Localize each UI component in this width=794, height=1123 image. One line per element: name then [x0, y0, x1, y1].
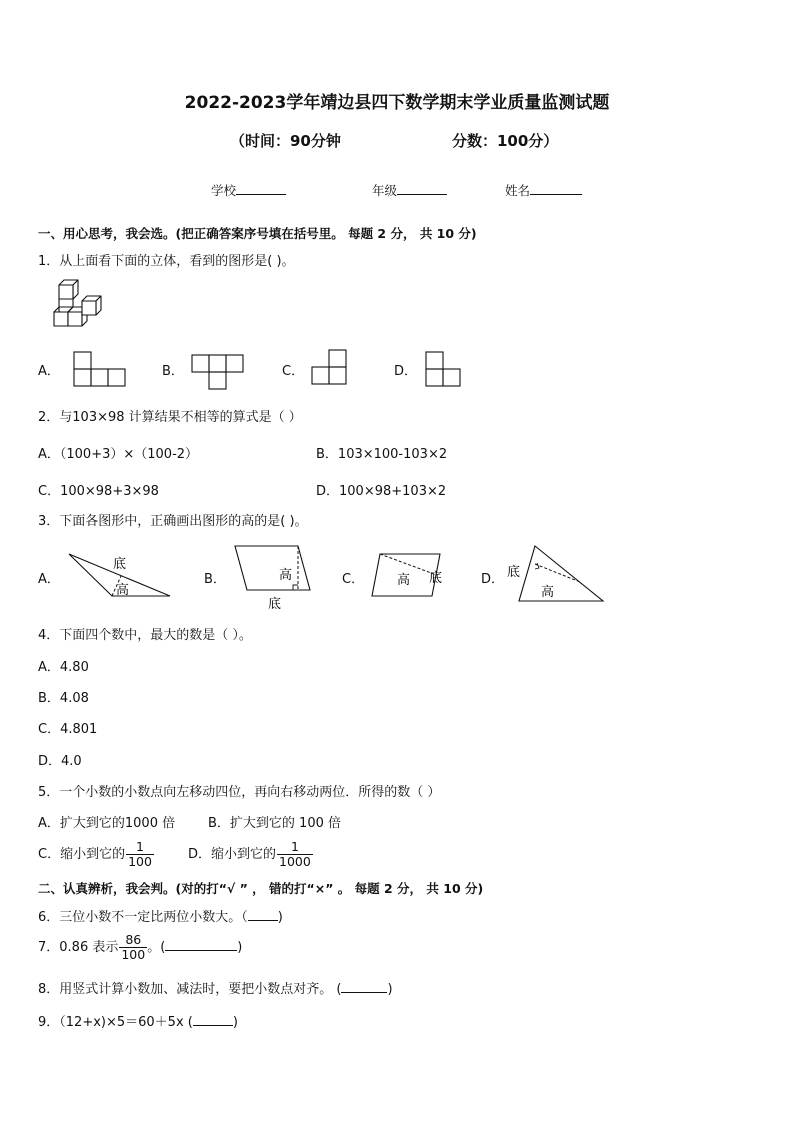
school-field — [211, 181, 286, 199]
q5d-denominator: 1000 — [279, 854, 311, 869]
q1-option-c-figure — [312, 349, 348, 385]
q7-close-paren: ) — [237, 940, 243, 955]
grade-label: 年级 — [372, 183, 398, 198]
name-label: 姓名 — [505, 183, 531, 198]
q3a-height-label: 高 — [116, 583, 130, 598]
q2-option-d: D．100×98+103×2 — [316, 484, 447, 499]
q3-option-b-label: B． — [204, 572, 226, 587]
q1-option-a-label: A． — [38, 364, 60, 379]
q8-answer-blank[interactable] — [341, 980, 387, 993]
q5d-numerator: 1 — [290, 839, 299, 854]
school-blank[interactable] — [236, 182, 286, 195]
page-title: 2022-2023学年靖边县四下数学期末学业质量监测试题 — [184, 93, 610, 113]
section2-heading: 二、认真辨析，我会判。(对的打“√ ” ， 错的打“×” 。 每题 2 分， 共 10 分) — [38, 881, 484, 896]
q5-option-c — [38, 840, 154, 869]
q7 — [38, 933, 242, 962]
q3b-height-label: 高 — [279, 568, 293, 583]
school-label: 学校 — [211, 183, 237, 198]
q5-option-d — [188, 840, 313, 869]
q7-answer-blank[interactable] — [165, 938, 237, 951]
q3-option-a-figure — [68, 552, 172, 600]
q7-text: 7．0.86 表示 — [38, 940, 119, 955]
q4-stem: 4．下面四个数中，最大的数是（ ）。 — [38, 628, 252, 643]
q6-text: 6．三位小数不一定比两位小数大。（ — [38, 910, 248, 925]
section1-heading: 一、用心思考，我会选。(把正确答案序号填在括号里。 每题 2 分， 共 10 分) — [38, 226, 477, 241]
q1-option-a-figure — [74, 350, 126, 386]
q3-option-b-figure — [232, 544, 312, 614]
q5-option-d-text: D．缩小到它的 — [188, 847, 277, 862]
q2-stem: 2．与103×98 计算结果不相等的算式是（ ） — [38, 410, 302, 425]
q8 — [38, 978, 393, 997]
q1-option-d-label: D． — [394, 364, 418, 379]
q3-stem: 3．下面各图形中，正确画出图形的高的是( )。 — [38, 514, 308, 529]
grade-field — [372, 181, 447, 199]
exam-time: （时间：90分钟 — [230, 132, 341, 150]
q3-option-d-figure — [505, 544, 605, 604]
q9-text: 9．（12+x)×5＝60＋5x ( — [38, 1015, 193, 1030]
q3-option-c-figure — [370, 552, 444, 600]
q4-option-b: B．4.08 — [38, 691, 89, 706]
q7-post-text: 。( — [147, 940, 166, 955]
q7-denominator: 100 — [121, 947, 146, 962]
q5c-numerator: 1 — [136, 839, 144, 854]
q9 — [38, 1011, 238, 1030]
q3d-height-label: 高 — [541, 585, 555, 600]
q4-option-d: D．4.0 — [38, 754, 82, 769]
q3c-height-label: 高 — [397, 573, 411, 588]
name-field — [505, 181, 582, 199]
q3-option-d-label: D． — [481, 572, 505, 587]
q4-option-a: A．4.80 — [38, 660, 89, 675]
q2-option-b: B．103×100-103×2 — [316, 447, 448, 462]
q7-numerator: 86 — [125, 932, 142, 947]
grade-blank[interactable] — [397, 182, 447, 195]
q5-option-c-fraction — [126, 840, 154, 869]
q5c-denominator: 100 — [128, 854, 152, 869]
q3a-base-label: 底 — [113, 557, 127, 572]
q1-option-b-label: B． — [162, 364, 184, 379]
q5-option-a: A．扩大到它的1000 倍 — [38, 816, 176, 831]
q5-stem: 5．一个小数的小数点向左移动四位，再向右移动两位．所得的数（ ） — [38, 785, 441, 800]
q3b-base-label: 底 — [268, 597, 282, 612]
name-blank[interactable] — [530, 182, 582, 195]
q5-option-c-text: C．缩小到它的 — [38, 847, 126, 862]
q1-option-c-label: C． — [282, 364, 305, 379]
q3-option-c-label: C． — [342, 572, 365, 587]
q2-option-c: C．100×98+3×98 — [38, 484, 159, 499]
q4-option-c: C．4.801 — [38, 722, 98, 737]
q8-text: 8．用竖式计算小数加、减法时，要把小数点对齐。 ( — [38, 982, 342, 997]
q3d-base-label: 底 — [507, 565, 521, 580]
q6-answer-blank[interactable] — [248, 908, 278, 921]
q8-close-paren: ) — [387, 982, 393, 997]
q3c-base-label: 底 — [429, 571, 443, 586]
q1-option-d-figure — [426, 351, 462, 387]
q7-fraction — [119, 933, 147, 962]
exam-score: 分数：100分） — [452, 132, 559, 150]
q1-option-b-figure — [192, 354, 244, 390]
q9-answer-blank[interactable] — [193, 1013, 233, 1026]
q3-option-a-label: A． — [38, 572, 60, 587]
q5-option-d-fraction — [277, 840, 313, 869]
q9-close-paren: ) — [232, 1015, 238, 1030]
q2-option-a: A．（100+3）×（100-2） — [38, 447, 199, 462]
q1-cube-figure — [50, 280, 112, 330]
q1-stem: 1．从上面看下面的立体，看到的图形是( )。 — [38, 254, 295, 269]
q6 — [38, 906, 283, 925]
q6-close-paren: ) — [277, 910, 283, 925]
q5-option-b: B．扩大到它的 100 倍 — [208, 816, 341, 831]
